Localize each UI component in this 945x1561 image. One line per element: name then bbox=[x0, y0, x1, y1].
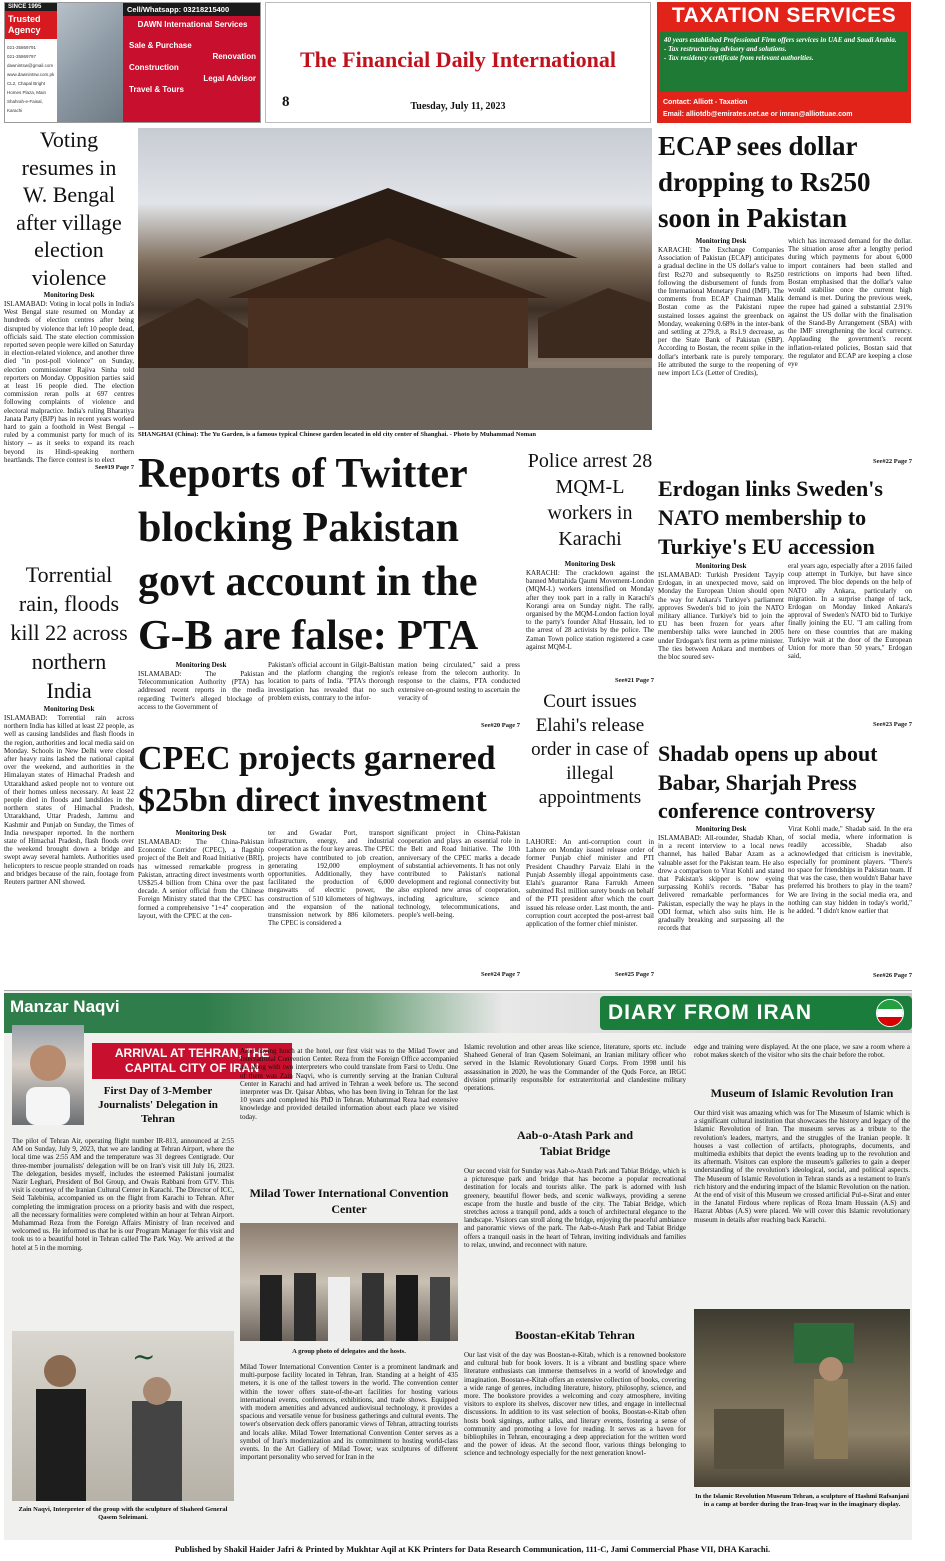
ecap-body-1: KARACHI: The Exchange Companies Association of Pakistan (ECAP) anticipates a gradual decline in the US dollar's value to first Rs270 and subsequently to Rs250 following the disbursement of funds from the International Monetary Fund (IMF). The comments from ECAP Chairman Malik Bostan come as the Pakistani rupee sustained losses against the greenback on Monday, weakening 0.68% in the inter-bank and settling at 279.8, a Rs1.9 decrease, as per the State Bank of Pakistan (SBP). According to Bostan, the recent spike in the dollar's interbank rate is purely temporary. He attributed the surge to the reopening of new import LCs (Letter of Credits), bbox=[658, 246, 784, 378]
header-ad-right[interactable] bbox=[657, 2, 911, 123]
diary-col4-body: edge and training were displayed. At the one place, we saw a room where a robot makes sketch of the visitor who sits the chair before the robot. bbox=[694, 1043, 910, 1060]
ad-left-logo-panel bbox=[5, 3, 57, 123]
cpec-headline: CPEC projects garnered $25bn direct investment bbox=[138, 740, 496, 819]
rain-body: ISLAMABAD: Torrential rain across northern India has killed at least 22 people, as well as causing landslides and flash floods in the region, authorities and local media said on Monday. Schools in New Delhi were closed after heavy rains lashed the national capital over the weekend, and authorities in the Himalayan states of Himachal Pradesh and Uttarakhand asked people not to venture out of their homes unless necessary. At least 22 people died in floods and landslides in the northern states of Himachal Pradesh, Uttarakhand, Uttar Pradesh, Jammu and Kashmir and Punjab on Sunday, the Times of India newspaper reported. In the northern state of Himachal Pradesh, flash floods over the weekend brought down a bridge and swept away several hamlets. Authorities used helicopters to rescue people stranded on roads and bridges because of the rain, footage from Reuters partner ANI showed. bbox=[4, 714, 134, 887]
court-see: See#25 Page 7 bbox=[615, 971, 654, 978]
ad-left-since: SINCE 1995 bbox=[5, 3, 57, 11]
twitter-body-3: mation being circulated," said a press release from the telecom authority. In response to the claims, PTA conducted extensive on-ground testing to ascertain the veracity of bbox=[398, 661, 520, 702]
diary-sub4: Boostan-eKitab Tehran bbox=[515, 1329, 635, 1342]
shadab-headline: Shadab opens up about Babar, Sharjah Press conference controversy bbox=[658, 741, 878, 823]
bengal-body: ISLAMABAD: Voting in local polls in India's West Bengal state resumed on Monday at hundreds of election centres after being disrupted by violence that left 10 people dead, officials said. The state election commission reported seven people were killed on Saturday in election-related violence, and another three died "in post-poll violence" on Sunday, election commissioner Rajiva Sinha told reporters on Monday. Opposition parties said at least 16 people died. The election commission reran polls at 697 centres following complaints of violence and electoral malpractice. India's ruling Bharatiya Janata Party (BJP) has in recent years worked hard to gain a foothold in West Bengal -- ruled by a communist party for much of its history -- as it seeks to expand its reach beyond its Hindi-speaking northern heartlands. The fierce contest is to elect bbox=[4, 300, 134, 464]
ecap-see: See#22 Page 7 bbox=[873, 458, 912, 465]
twitter-body-1: ISLAMABAD: The Pakistan Telecommunication Authority (PTA) has addressed recent reports in the media regarding Twitter's alleged blockage of access to the Government of bbox=[138, 670, 264, 711]
zain-naqvi-photo bbox=[12, 1331, 234, 1501]
group-photo bbox=[240, 1223, 458, 1341]
pagoda-illustration bbox=[138, 128, 652, 430]
erdogan-see: See#23 Page 7 bbox=[873, 721, 912, 728]
twitter-body-2: Pakistan's official account in Gilgit-Baltistan and the platform changing the region's location to parts of India. "PTA's thorough investigation has revealed that no such problem exists, contrary to the infor- bbox=[268, 661, 394, 702]
mqm-headline: Police arrest 28 MQM-L workers in Karachi bbox=[527, 450, 653, 550]
col4-caption: In the Islamic Revolution Museum Tehran, a sculpture of Hashmi Rafsanjani in a camp at border during the Iran-Iraq war in the imaginary display. bbox=[695, 1493, 909, 1508]
diary-sub2: Milad Tower International Convention Center bbox=[249, 1186, 449, 1216]
mqm-body: KARACHI: The crackdown against the banned Muttahida Qaumi Movement-London (MQM-L) workers intensified on Monday after they took part in a rally in Karachi's Korangi area on Sunday night. The rally, organised by the MQM-London faction loyal to the party's founder Altaf Hussain, led to the arrest of 28 activists by the police. The Zaman Town police station registered a case against MQM-L bbox=[526, 569, 654, 651]
diary-banner-title: DIARY FROM IRAN bbox=[608, 1001, 812, 1024]
diary-col2-body: After having lunch at the hotel, our first visit was to the Milad Tower and International Convention Center. Reza from the Foreign Office accompanied us, along with two interpreters who could translate from Farsi to Urdu. One of them was Zain Naqvi, who is currently serving at the Iranian Cultural Center in Karachi and had arrived in Tehran a week before us. The second interpreter was Dr. Qaisar Abbas, who has been living in Tehran for the last 10 years and completed his PhD in Tehran. Muhammad Reza had extensive knowledge and provided detailed information about each place we visited today. bbox=[240, 1047, 458, 1121]
diary-col4-body2: Our third visit was amazing which was for The Museum of Islamic which is a significant cultural institution that showcases the history and legacy of the Islamic Revolution of Iran. The museum serves as a tribute to the revolution's leaders, martyrs, and the struggles of the Iranian people. It houses a vast collection of artifacts, photographs, documents, and multimedia exhibits that depict the events leading up to the revolution and its aftermath. Visitors can explore the museum's galleries to gain a deeper understanding of the revolution's ideological, social, and political aspects. The Museum of Islamic Revolution in Tehran stands as a testament to Iran's rich history and the enduring impact of the Islamic Revolution on the nation. At the end of visit of this Museum we crossed artificial Pul-e-Sirat and enter in the Janatul Firdous where replicas of Roza Imam Hussain (A.S) and Hazrat Abbas (A.S) were placed. We will cover this Islamic revolutionary museum in details after reaching back Karachi. bbox=[694, 1109, 910, 1224]
masthead-title: The Financial Daily International bbox=[300, 47, 616, 72]
shadab-see: See#26 Page 7 bbox=[873, 972, 912, 979]
diary-col2-body2: Milad Tower International Convention Center is a prominent landmark and multi-purpose facility located in Tehran, Iran. Standing at a height of 435 meters, it is one of the tallest towers in the world. The convention center within the tower offers state-of-the-art facilities for hosting various international events, conferences, exhibitions, and trade shows. Equipped with modern amenities and advanced audiovisual technology, it provides a spacious and versatile venue for business gatherings and cultural events. The tower's observation deck offers panoramic views of Tehran, attracting tourists and locals alike. Milad Tower International Convention Center serves as a symbol of Iran's modernization and its commitment to hosting world-class events. In the Art Gallery of Milad Tower, wax sculptures of different important personality who served for Iran in the bbox=[240, 1363, 458, 1462]
twitter-headline: Reports of Twitter blocking Pakistan govt account in the G-B are false: PTA bbox=[138, 451, 479, 657]
diary-col3-body: Islamic revolution and other areas like science, literature, sports etc. include Shaheed General of Iran Qasem Soleimani, an Iranian military officer who served in the Islamic Revolutionary Guard Corps. From 1998 until his assassination in 2020, he was the Commander of the Quds Force, an IRGC division primarily responsible for extraterritorial and clandestine military operations. bbox=[464, 1043, 686, 1093]
bengal-see: See#19 Page 7 bbox=[95, 464, 134, 472]
header-ad-left[interactable] bbox=[4, 2, 261, 123]
ecap-body-2: which has increased demand for the dollar. The situation arose after a lengthy period during which payments for about 6,000 import containers had been stalled and restrictions on imports had been lifted. Bostan emphasised that the dollar's value would stabilise once the current high demand is met. During the previous week, the rupee had gained a substantial 2.91% against the US dollar with the finalisation of the Stand-By Arrangement (SBA) with the IMF strengthening the local currency. Applauding the government's recent inflation-related policies, Bostan said that the regulator and ECAP are keeping a close eye bbox=[788, 237, 912, 369]
ad-left-red-panel bbox=[123, 3, 261, 123]
ad-right-title: TAXATION SERVICES bbox=[671, 4, 897, 27]
author-portrait bbox=[12, 1025, 84, 1125]
ecap-desk: Monitoring Desk bbox=[695, 237, 747, 245]
erdogan-body-1: ISLAMABAD: Turkish President Tayyip Erdogan, in an unexpected move, said on Monday the European Union should open the way for Ankara's Turkiye's parliament approves Sweden's bid to join the NATO military alliance. Turkiye's bid to join the EU has been frozen for years after membership talks were launched in 2005 under Erdogan's first term as prime minister. The ties between Ankara and members of the bloc soured sev- bbox=[658, 571, 784, 662]
article-rain bbox=[4, 560, 134, 985]
ad-right-contact: Contact: Alliott - Taxation bbox=[663, 99, 748, 106]
ad-left-contacts: 021-35869791 021-35869797 dawnintsw@gmail.com www.dawnintsw.com.pk CL2, Chapal Bright Homes Plaza, Main Shahrah-e-Faisal, Karachi bbox=[7, 45, 55, 113]
cpec-body-3: significant project in China-Pakistan cooperation and plays an essential role in the Belt and Road Initiative. The 10th anniversary of the CPEC marks a decade of substantial achievements. It has not only contributed to Pakistan's national development and regional connectivity but also explored new areas of cooperation, including agriculture, science and technology, telecommunications, and people's well-being. bbox=[398, 829, 520, 920]
footer-imprint: Published by Shakil Haider Jafri & Printed by Mukhtar Aqil at KK Printers for Data Research Communication, 111-C, Jami Commercial Phase VII, DHA Karachi. bbox=[174, 1544, 771, 1554]
ad-left-company: DAWN International Services bbox=[137, 20, 248, 29]
cpec-desk: Monitoring Desk bbox=[175, 829, 227, 837]
page-number: 8 bbox=[282, 94, 290, 110]
shadab-body-2: Virat Kohli made," Shadab said. In the era of social media, where information is readily accessible, Shadab also acknowledged that criticism is inevitable, especially for prominent players. "There's no space for friendships in Pakistan team. If that was the case, then wouldn't Babar have preferred his brothers to play in the team? We are living in the social media era, and nothing can stay hidden in today's world," he added. "I didn't know earlier that bbox=[788, 825, 912, 916]
diary-sub3: Aab-o-Atash Park and Tabiat Bridge bbox=[516, 1128, 633, 1158]
ad-left-brand: Trusted Agency bbox=[5, 11, 57, 39]
rain-desk: Monitoring Desk bbox=[43, 705, 95, 713]
diary-col3-body3: Our last visit of the day was Boostan-e-Kitab, which is a renowned bookstore and cultural hub for book lovers. It is a vibrant and bustling space where literature enthusiasts can immerse themselves in a world of knowledge and imagination. Boostan-e-Kitab offers an extensive collection of books, covering a wide range of genres, including literature, history, philosophy, science, and more. The bookstore provides a welcoming and cozy atmosphere, inviting visitors to explore its shelves, discover new titles, and engage in intellectual discussions. In addition to its vast selection of books, Boostan-e-Kitab often hosts book signings, author talks, and literary events, fostering a sense of community and promoting a love for reading. It serves as a haven for bibliophiles in Tehran, encouraging a deep appreciation for the written word and the power of ideas. At the second floor, various things belonging to science and technology especially for the next generation knowl- bbox=[464, 1351, 686, 1458]
museum-photo bbox=[694, 1309, 910, 1487]
article-bengal bbox=[4, 126, 134, 556]
cpec-body-2: ter and Gwadar Port, transport infrastructure, energy, and industrial cooperation as the four key areas. The CPEC projects have contributed to job creation, generating 192,000 employment opportunities. Additionally, they have facilitated the production of 6,000 megawatts of electric power, the construction of 510 kilometers of highways, and the expansion of the national transmission network by 886 kilometers. The CPEC is considered a bbox=[268, 829, 394, 928]
bengal-desk: Monitoring Desk bbox=[43, 291, 95, 299]
ad-left-services: Sale & Purchase Renovation Construction Legal Advisor Travel & Tours bbox=[129, 41, 256, 94]
cpec-body-1: ISLAMABAD: The China-Pakistan Economic Corridor (CPEC), a flagship project of the Belt and Road Initiative (BRI), has witnessed remarkable progress in Pakistan, attracting direct investments worth US$25.4 billion from China over the past decade. A senior official from the Chinese Foreign Ministry stated that the CPEC has formed a comprehensive "1+4" cooperation layout, with the CPEC at the cen- bbox=[138, 838, 264, 920]
erdogan-headline: Erdogan links Sweden's NATO membership to Turkiye's EU accession bbox=[658, 476, 883, 559]
court-headline: Court issues Elahi's release order in case of illegal appointments bbox=[531, 691, 649, 808]
shadab-body-1: ISLAMABAD: All-rounder, Shadab Khan, in a recent interview to a local news channel, has hailed Babar Azam as a valuable asset for the Pakistan team. He also drew a comparison to Virat Kohli and stated that Pakistan's skipper is now eyeing surpassing Kohli's records. "Babar has delivered remarkable performances for Pakistan, especially the way he plays in the ODI format, which also suits him. He is gradually breaking and surpassing all the records that bbox=[658, 834, 784, 933]
yu-garden-photo bbox=[138, 128, 652, 430]
ad-right-email[interactable]: Email: alliotdb@emirates.net.ae or imran@alliottuae.com bbox=[663, 111, 853, 118]
diary-sub1: First Day of 3-Member Journalists' Delegation in Tehran bbox=[98, 1085, 218, 1125]
rain-headline: Torrential rain, floods kill 22 across northern India bbox=[10, 562, 128, 703]
iran-flag-icon bbox=[876, 999, 904, 1027]
col1-caption: Zain Naqvi, Interpreter of the group with the sculpture of Shaheed General Qasem Soleimani. bbox=[18, 1506, 228, 1521]
diary-col1-body: The pilot of Tehran Air, operating flight number IR-813, announced at 2:55 AM on Sunday, July 9, 2023, that we are landing at Tehran Airport, where the local time was 2:55 AM and the temperature was 31 degrees Centigrade. Our three-member journalists' delegation will be on Iran's visit till July 16, 2023. The delegation, besides myself, includes the esteemed Pakistani journalist Nazir Leghari, President of Bol Group, and Owais Rabbani from GTV. This visit is courtesy of the Iranian Cultural Center in Karachi. The Director of ICC, Seid Talebinia, accompanied us on the flight from Karachi to Tehran. After completing the immigration process on a priority basis and with due respect, all the necessary formalities were completed within an hour at Tehran Airport. Muhammad Reza from the Foreign Affairs Ministry of Iran received and welcomed us. He informed us that he is our Program Manager for this visit and took us to a beautiful hotel in Tehran called The Park Way. We arrived at the hotel at 5 in the morning. bbox=[12, 1137, 234, 1252]
diary-section bbox=[4, 990, 912, 1540]
diary-sub5: Museum of Islamic Revolution Iran bbox=[710, 1087, 894, 1100]
twitter-desk: Monitoring Desk bbox=[175, 661, 227, 669]
shadab-desk: Monitoring Desk bbox=[695, 825, 747, 833]
svg-text:~: ~ bbox=[132, 1340, 156, 1373]
issue-date: Tuesday, July 11, 2023 bbox=[410, 101, 506, 112]
cpec-see: See#24 Page 7 bbox=[481, 971, 520, 978]
mqm-see: See#21 Page 7 bbox=[615, 677, 654, 684]
erdogan-desk: Monitoring Desk bbox=[695, 562, 747, 570]
masthead-box bbox=[265, 2, 651, 123]
court-body: LAHORE: An anti-corruption court in Lahore on Monday issued release order of former Punjab chief minister and PTI President Chaudhry Parvaiz Elahi in the Punjab Assembly illegal appointments case. Elahi's guarantor Rana Farrukh Ameen submitted Rs1 million surety bonds on behalf of the PTI president after which the court issued his release order. Last month, the anti-corruption court accepted the post-arrest bail application of the former chief minister. bbox=[526, 838, 654, 929]
twitter-see: See#20 Page 7 bbox=[481, 722, 520, 729]
erdogan-body-2: eral years ago, especially after a 2016 failed coup attempt in Turkiye, but have since improved. The bloc depends on the help of NATO ally Ankara, particularly on migration. In a surprise change of tack, Erdogan on Monday linked Ankara's approval of Sweden's NATO bid to Turkiye finally joining the EU. "I am calling from here on these countries that are making Turkiye wait at the door of the European Union for more than 50 years," Erdogan said, bbox=[788, 562, 912, 661]
ad-right-body: 40 years established Professional Firm offers services in UAE and Saudi Arabia. - Tax restructuring advisory and solutions. - Tax residency certificate from relevant authorities. bbox=[660, 32, 908, 92]
yu-garden-caption: SHANGHAI (China): The Yu Garden, is a famous typical Chinese garden located in old city center of Shanghai. - Photo by Muhammad Noman bbox=[138, 431, 536, 438]
ecap-headline: ECAP sees dollar dropping to Rs250 soon in Pakistan bbox=[658, 131, 871, 233]
mqm-desk: Monitoring Desk bbox=[564, 560, 616, 568]
bengal-headline: Voting resumes in W. Bengal after village election violence bbox=[16, 127, 122, 290]
col2-caption: A group photo of delegates and the hosts. bbox=[292, 1348, 406, 1355]
diary-author-name: Manzar Naqvi bbox=[10, 997, 120, 1016]
diary-col3-body2: Our second visit for Sunday was Aab-o-Atash Park and Tabiat Bridge, which is a picturesque park and bridge that has become a popular recreational destination for locals and tourists alike. The park is adorned with lush greenery, beautiful flower beds, and scenic walkways, providing a serene escape from the hustle and bustle of the city. The Tabiat Bridge, which stretches across a tranquil pond, adds a touch of architectural elegance to the landscape. Visitors can stroll along the bridge, enjoying the peaceful ambiance and panoramic views of the park. The Aab-o-Atash Park and Tabiat Bridge offers a tranquil oasis in the heart of Tehran, inviting individuals and families to relax, unwind, and reconnect with nature. bbox=[464, 1167, 686, 1249]
arrival-banner: ARRIVAL AT TEHRAN, THE CAPITAL CITY OF IRAN bbox=[92, 1043, 292, 1079]
ad-left-cell: Cell/Whatsapp: 03218215400 bbox=[123, 3, 261, 16]
